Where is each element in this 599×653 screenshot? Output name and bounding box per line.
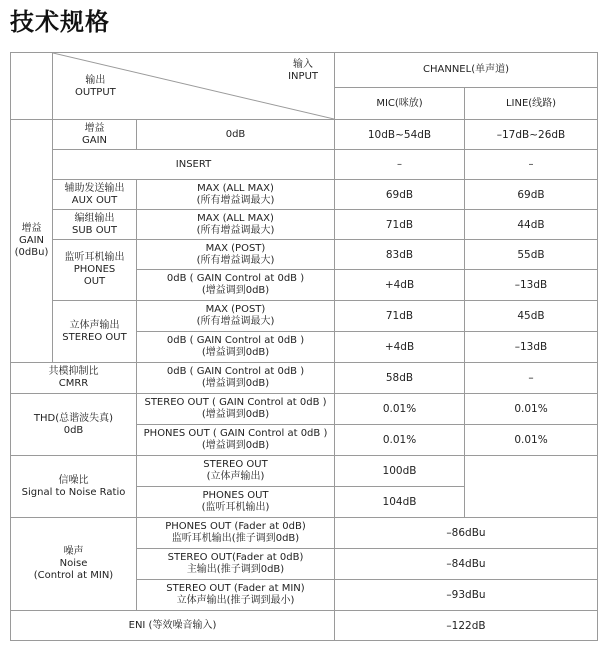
snr-stereo-cond2: (立体声输出) [206,471,265,482]
stereo-0db-cond1: 0dB ( GAIN Control at 0dB ) [166,335,305,346]
snr-phones-cond1: PHONES OUT [202,490,269,501]
aux-row-line: 69dB [465,180,598,210]
stereo-max-cond2: (所有增益调最大) [196,316,275,327]
thd-stereo-line: 0.01% [465,394,598,425]
cmrr-row-mic: 58dB [335,363,465,394]
cmrr-row-cond1: 0dB ( GAIN Control at 0dB ) [166,366,305,377]
snr-stereo-cond1: STEREO OUT [203,459,268,470]
insert-row-line: – [465,150,598,180]
stereo-row-en: STEREO OUT [62,331,127,343]
gain-group-label [11,120,53,363]
noise-stereo-min-cond1: STEREO OUT (Fader at MIN) [166,583,305,594]
cmrr-row-label [11,363,137,394]
stereo-row-label [53,301,137,363]
gain-row-en: GAIN [81,134,108,146]
phones-max-line: 55dB [465,240,598,270]
phones-max-cond2: (所有增益调最大) [196,254,275,266]
stereo-0db-line: –13dB [465,332,598,363]
snr-row-label [11,456,137,518]
thd-phones-cond2: (增益调到0dB) [201,440,270,451]
noise-stereo-0db-cond [137,549,335,580]
header-blank-cell [11,53,53,120]
insert-row-mic: – [335,150,465,180]
thd-row-cn: THD(总谐波失真) [33,412,114,424]
thd-stereo-cond2: (增益调到0dB) [201,409,270,420]
noise-stereo-min-val: –93dBu [335,580,598,611]
stereo-max-cond [137,301,335,332]
page-title: 技术规格 [10,8,110,36]
snr-phones-cond2: (监听耳机输出) [201,502,270,513]
stereo-0db-mic: +4dB [335,332,465,363]
snr-stereo-cond [137,456,335,487]
aux-row-cn: 辅助发送输出 [64,182,125,194]
output-label [75,75,116,99]
input-label-en: INPUT [288,71,318,82]
header-diagonal-cell [53,53,335,120]
cmrr-row-cond2: (增益调到0dB) [201,378,270,389]
aux-row-en: AUX OUT [71,194,118,206]
thd-stereo-cond [137,394,335,425]
phones-0db-mic: +4dB [335,270,465,301]
stereo-row-cn: 立体声输出 [69,319,120,331]
stereo-max-line: 45dB [465,301,598,332]
thd-stereo-mic: 0.01% [335,394,465,425]
stereo-max-cond1: MAX (POST) [205,304,266,315]
snr-blank-cell [465,456,598,518]
gain-group-unit: (0dBu) [14,247,49,258]
phones-row-en2: OUT [83,276,106,287]
aux-row-label [53,180,137,210]
thd-phones-cond1: PHONES OUT ( GAIN Control at 0dB ) [143,428,328,439]
thd-row-unit: 0dB [63,424,84,436]
sub-row-cn: 编组输出 [74,212,115,224]
phones-row-cn: 监听耳机输出 [64,252,125,263]
phones-max-cond [137,240,335,270]
aux-row-cond1: MAX (ALL MAX) [197,182,274,194]
noise-phones-cond2: 监听耳机输出(推子调到0dB) [171,533,300,544]
gain-group-en: GAIN [18,235,45,246]
phones-row-en1: PHONES [73,264,116,275]
sub-row-line: 44dB [465,210,598,240]
gain-row-line: –17dB~26dB [465,120,598,150]
noise-stereo-0db-val: –84dBu [335,549,598,580]
aux-row-mic: 69dB [335,180,465,210]
snr-row-en: Signal to Noise Ratio [21,486,126,498]
phones-row-label [53,240,137,301]
snr-stereo-val: 100dB [335,456,465,487]
gain-row-mic: 10dB~54dB [335,120,465,150]
phones-0db-cond1: 0dB ( GAIN Control at 0dB ) [166,273,305,284]
noise-stereo-0db-cond2: 主输出(推子调到0dB) [186,564,285,575]
gain-row-label [53,120,137,150]
mic-header: MIC(咪放) [335,88,465,120]
gain-row-cond: 0dB [137,120,335,150]
sub-row-cond [137,210,335,240]
phones-max-cond1: MAX (POST) [205,242,266,254]
aux-row-cond2: (所有增益调最大) [196,194,275,206]
noise-stereo-min-cond2: 立体声输出(推子调到最小) [176,595,295,606]
stereo-0db-cond [137,332,335,363]
eni-row-val: –122dB [335,611,598,641]
snr-phones-cond [137,487,335,518]
gain-row-cn: 增益 [84,122,105,134]
phones-0db-line: –13dB [465,270,598,301]
thd-row-label [11,394,137,456]
eni-row-label: ENI (等效噪音输入) [11,611,335,641]
input-label-cn: 输入 [293,59,314,70]
insert-row-label: INSERT [53,150,335,180]
cmrr-row-cond [137,363,335,394]
snr-phones-val: 104dB [335,487,465,518]
thd-phones-mic: 0.01% [335,425,465,456]
sub-row-en: SUB OUT [71,224,117,236]
line-header: LINE(线路) [465,88,598,120]
output-label-cn: 输出 [85,75,106,86]
sub-row-label [53,210,137,240]
input-label [288,59,318,83]
phones-max-mic: 83dB [335,240,465,270]
cmrr-row-en: CMRR [58,378,89,389]
noise-phones-cond [137,518,335,549]
channel-header: CHANNEL(单声道) [335,53,598,88]
snr-row-cn: 信噪比 [58,474,89,486]
phones-0db-cond [137,270,335,301]
stereo-0db-cond2: (增益调到0dB) [201,347,270,358]
cmrr-row-line: – [465,363,598,394]
aux-row-cond [137,180,335,210]
noise-row-en1: Noise [59,558,88,569]
spec-table [10,52,598,641]
sub-row-mic: 71dB [335,210,465,240]
gain-group-cn: 增益 [21,223,42,234]
thd-phones-cond [137,425,335,456]
noise-stereo-min-cond [137,580,335,611]
noise-stereo-0db-cond1: STEREO OUT(Fader at 0dB) [167,552,304,563]
noise-phones-cond1: PHONES OUT (Fader at 0dB) [165,521,306,532]
noise-row-en2: (Control at MIN) [33,570,114,581]
noise-row-label [11,518,137,611]
noise-phones-val: –86dBu [335,518,598,549]
noise-row-cn: 噪声 [63,546,84,557]
thd-phones-line: 0.01% [465,425,598,456]
sub-row-cond1: MAX (ALL MAX) [197,212,274,224]
phones-0db-cond2: (增益调到0dB) [201,285,270,296]
thd-stereo-cond1: STEREO OUT ( GAIN Control at 0dB ) [144,397,327,408]
stereo-max-mic: 71dB [335,301,465,332]
sub-row-cond2: (所有增益调最大) [196,224,275,236]
cmrr-row-cn: 共模抑制比 [48,366,99,377]
output-label-en: OUTPUT [75,87,116,98]
